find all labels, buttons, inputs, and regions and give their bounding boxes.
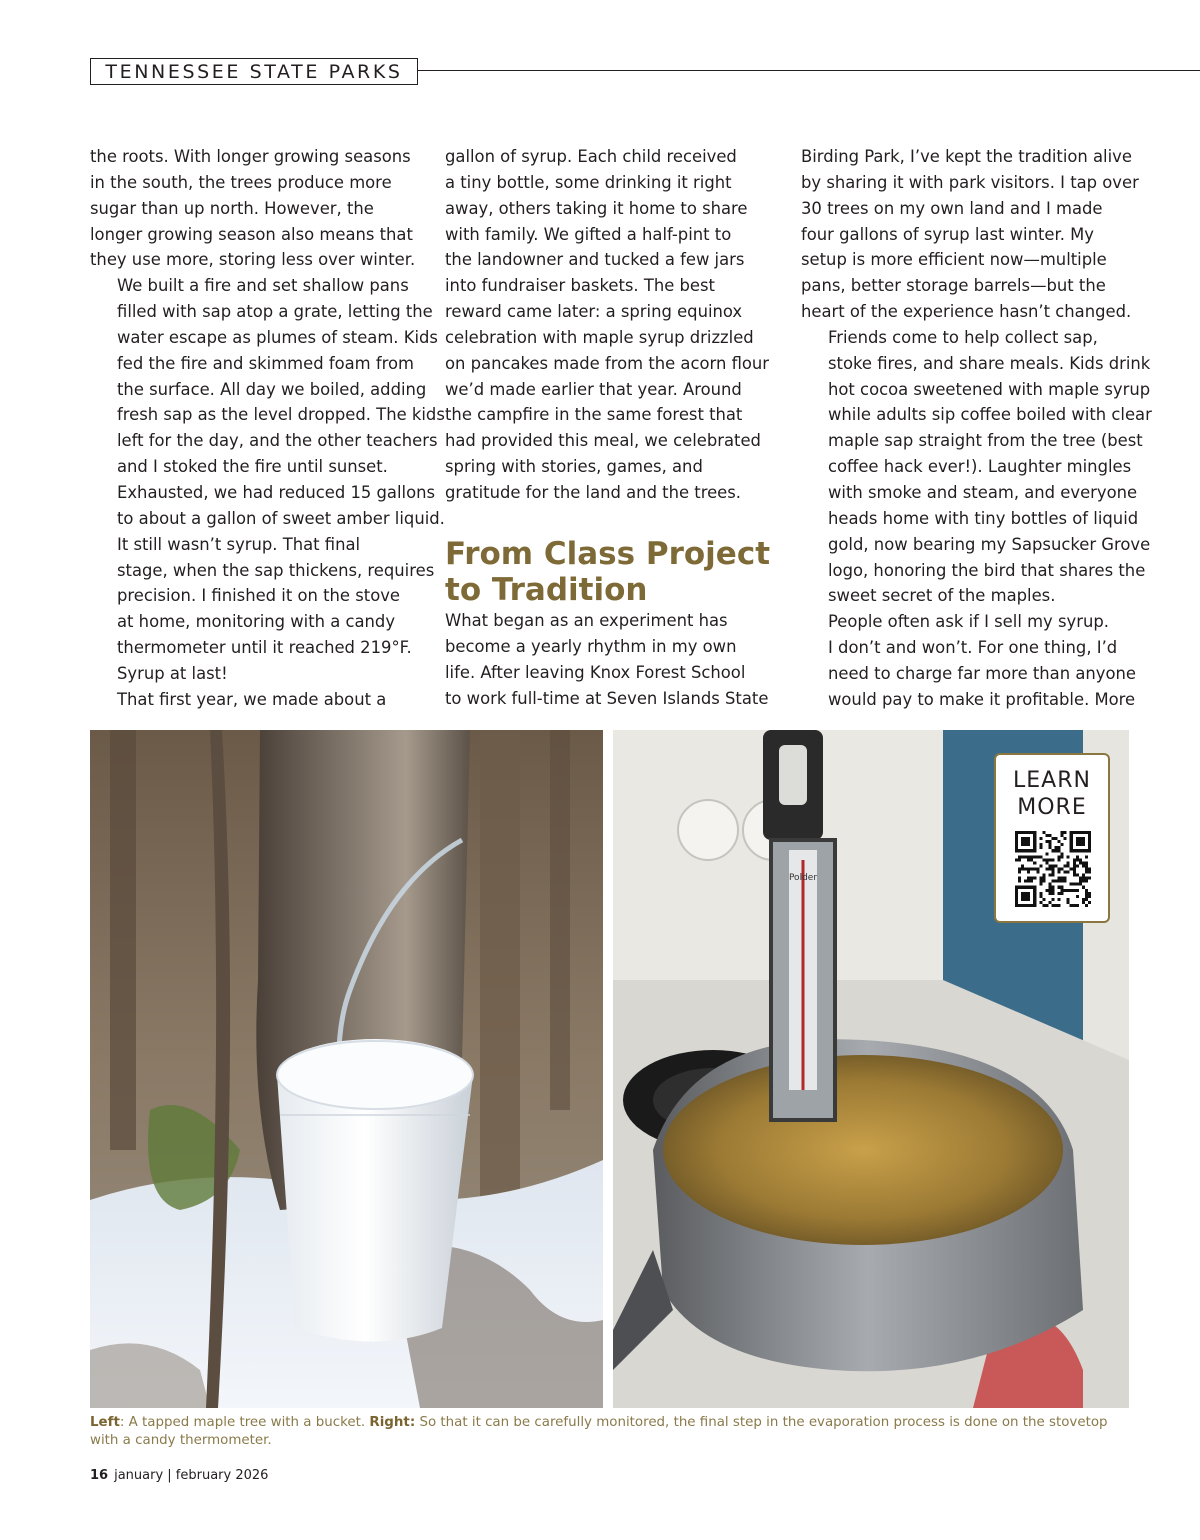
text-line: Birding Park, I’ve kept the tradition alive (801, 147, 1132, 166)
text-line: filled with sap atop a grate, letting the (117, 302, 433, 322)
section-header (90, 58, 418, 85)
text-line: at home, monitoring with a candy (117, 612, 396, 632)
text-line: That first year, we made about a (117, 689, 387, 709)
text-line: and I stoked the fire until sunset. (117, 457, 388, 477)
text-line: to about a gallon of sweet amber liquid. (117, 508, 445, 528)
text-line: People often ask if I sell my syrup. (828, 612, 1109, 632)
text-line: precision. I finished it on the stove (117, 586, 401, 606)
section-title: TENNESSEE STATE PARKS (105, 60, 403, 83)
text-line: the landowner and tucked a few jars (445, 250, 745, 270)
text-line: the roots. With longer growing seasons (90, 147, 411, 166)
text-line: fresh sap as the level dropped. The kids (117, 405, 445, 425)
text-line: had provided this meal, we celebrated (445, 431, 761, 451)
paragraph (90, 687, 430, 713)
text-line: to work full-time at Seven Islands State (445, 688, 769, 708)
paragraph (90, 532, 435, 687)
caption-left-label: Left (90, 1415, 120, 1430)
text-line: 30 trees on my own land and I made (801, 198, 1103, 218)
paragraph (801, 609, 1141, 712)
text-line: away, others taking it home to share (445, 198, 748, 218)
article-column-3 (801, 144, 1152, 713)
text-line: We built a fire and set shallow pans (117, 276, 409, 296)
paragraph (445, 144, 785, 506)
text-line: become a yearly rhythm in my own (445, 636, 737, 656)
text-line: reward came later: a spring equinox (445, 302, 743, 322)
page-number: 16 (90, 1468, 109, 1483)
article-column-1 (90, 144, 445, 713)
paragraph (801, 325, 1152, 609)
text-line: maple sap straight from the tree (best (828, 431, 1143, 451)
text-line: life. After leaving Knox Forest School (445, 662, 746, 682)
text-line: while adults sip coffee boiled with clear (828, 405, 1152, 425)
caption-right-label: Right: (369, 1415, 416, 1430)
text-line: celebration with maple syrup drizzled (445, 327, 754, 347)
text-line: by sharing it with park visitors. I tap over (801, 172, 1139, 192)
text-line: fed the fire and skimmed foam from (117, 353, 414, 373)
subhead-line: From Class Project (445, 536, 771, 572)
thermometer-brand: Polder (788, 873, 818, 883)
text-line: a tiny bottle, some drinking it right (445, 172, 732, 192)
text-line: need to charge far more than anyone (828, 663, 1136, 683)
text-line: thermometer until it reached 219°F. (117, 638, 412, 658)
article-column-2 (445, 144, 785, 506)
text-line: gold, now bearing my Sapsucker Grove (828, 534, 1151, 554)
text-line: heart of the experience hasn’t changed. (801, 302, 1132, 322)
paragraph (90, 144, 430, 273)
caption-right-text: So that it can be carefully monitored, the final step in the evaporation process is done on the stovetop with a candy thermometer. (90, 1415, 1108, 1448)
photo-caption (90, 1414, 1135, 1450)
issue-date: january | february 2026 (114, 1468, 269, 1483)
text-line: stoke fires, and share meals. Kids drink (828, 353, 1151, 373)
text-line: sugar than up north. However, the (90, 198, 374, 218)
header-rule (418, 70, 1200, 71)
text-line: hot cocoa sweetened with maple syrup (828, 379, 1151, 399)
text-line: stage, when the sap thickens, requires (117, 560, 435, 580)
text-line: into fundraiser baskets. The best (445, 276, 715, 296)
text-line: coffee hack ever!). Laughter mingles (828, 457, 1132, 477)
text-line: in the south, the trees produce more (90, 172, 392, 192)
text-line: longer growing season also means that (90, 224, 413, 244)
paragraph (445, 608, 785, 711)
learn-more-qr-box[interactable] (994, 753, 1110, 923)
text-line: heads home with tiny bottles of liquid (828, 508, 1139, 528)
text-line: left for the day, and the other teachers (117, 431, 438, 451)
text-line: on pancakes made from the acorn flour (445, 353, 770, 373)
caption-left-text: : A tapped maple tree with a bucket. (119, 1415, 370, 1430)
text-line: sweet secret of the maples. (828, 586, 1056, 606)
text-line: Syrup at last! (117, 663, 228, 683)
text-line: pans, better storage barrels—but the (801, 276, 1106, 296)
text-line: would pay to make it profitable. More (828, 689, 1136, 709)
text-line: the surface. All day we boiled, adding (117, 379, 427, 399)
text-line: spring with stories, games, and (445, 457, 703, 477)
text-line: gallon of syrup. Each child received (445, 147, 737, 166)
text-line: setup is more efficient now—multiple (801, 250, 1107, 270)
text-line: we’d made earlier that year. Around (445, 379, 742, 399)
paragraph (801, 144, 1141, 325)
article-column-2-continued (445, 608, 785, 711)
text-line: Friends come to help collect sap, (828, 327, 1098, 347)
text-line: water escape as plumes of steam. Kids (117, 327, 438, 347)
article-subhead (445, 536, 785, 608)
text-line: It still wasn’t syrup. That final (117, 534, 361, 554)
text-line: the campfire in the same forest that (445, 405, 743, 425)
text-line: with family. We gifted a half-pint to (445, 224, 732, 244)
paragraph (90, 273, 445, 531)
text-line: four gallons of syrup last winter. My (801, 224, 1094, 244)
subhead-line: to Tradition (445, 572, 648, 608)
qr-code-icon[interactable] (1015, 831, 1091, 907)
text-line: I don’t and won’t. For one thing, I’d (828, 638, 1118, 658)
text-line: Exhausted, we had reduced 15 gallons (117, 482, 436, 502)
text-line: they use more, storing less over winter. (90, 250, 416, 270)
page-footer (90, 1467, 268, 1485)
photo-maple-tree-bucket (90, 730, 603, 1408)
text-line: gratitude for the land and the trees. (445, 482, 742, 502)
text-line: logo, honoring the bird that shares the (828, 560, 1146, 580)
text-line: What began as an experiment has (445, 611, 728, 630)
learn-more-label: LEARN MORE (1013, 768, 1091, 820)
text-line: with smoke and steam, and everyone (828, 482, 1138, 502)
